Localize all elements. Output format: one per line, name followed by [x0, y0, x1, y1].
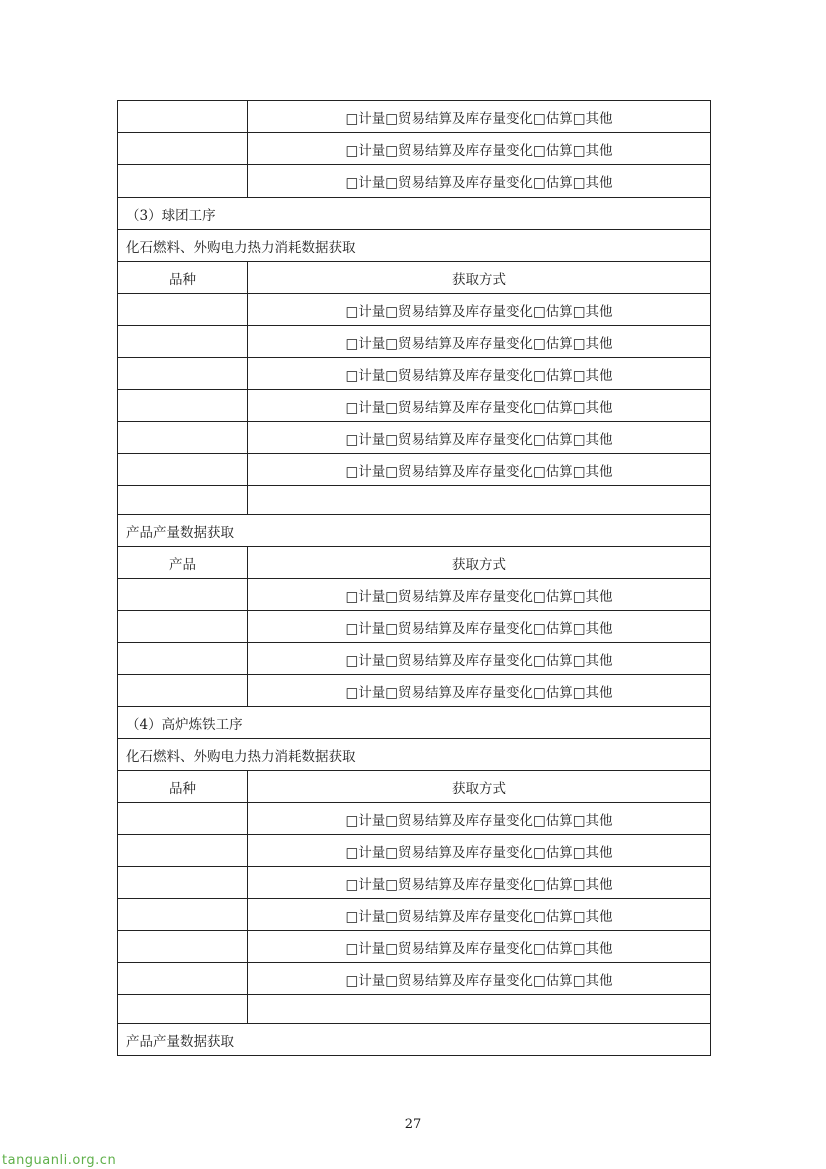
- method-column-header: 获取方式: [248, 771, 711, 803]
- method-options[interactable]: □计量□贸易结算及库存量变化□估算□其他: [248, 454, 711, 486]
- variety-cell[interactable]: [118, 358, 248, 390]
- subheading-row: [118, 1024, 711, 1056]
- variety-cell[interactable]: [118, 454, 248, 486]
- table-row: [118, 101, 711, 133]
- product-cell[interactable]: [118, 579, 248, 611]
- method-options[interactable]: □计量□贸易结算及库存量变化□估算□其他: [248, 643, 711, 675]
- page-number: 27: [404, 1117, 422, 1132]
- variety-cell[interactable]: [118, 390, 248, 422]
- variety-cell[interactable]: [118, 899, 248, 931]
- table-row: [118, 611, 711, 643]
- method-options[interactable]: □计量□贸易结算及库存量变化□估算□其他: [248, 931, 711, 963]
- method-column-header: 获取方式: [248, 262, 711, 294]
- method-options[interactable]: □计量□贸易结算及库存量变化□估算□其他: [248, 579, 711, 611]
- variety-cell[interactable]: [118, 422, 248, 454]
- table-row: [118, 133, 711, 165]
- section-3-title: （3）球团工序: [118, 198, 711, 230]
- product-cell[interactable]: [118, 611, 248, 643]
- table-row-empty: [118, 486, 711, 515]
- table-row: [118, 294, 711, 326]
- product-cell[interactable]: [118, 675, 248, 707]
- table-row: [118, 803, 711, 835]
- variety-cell[interactable]: [118, 101, 248, 133]
- table-row: [118, 643, 711, 675]
- method-options[interactable]: □计量□贸易结算及库存量变化□估算□其他: [248, 326, 711, 358]
- table-row: [118, 165, 711, 198]
- section-4-title: （4）高炉炼铁工序: [118, 707, 711, 739]
- variety-cell[interactable]: [118, 486, 248, 515]
- section-3-product-heading: 产品产量数据获取: [118, 515, 711, 547]
- variety-cell[interactable]: [118, 803, 248, 835]
- method-cell-empty[interactable]: [248, 995, 711, 1024]
- table-row: [118, 675, 711, 707]
- variety-cell[interactable]: [118, 294, 248, 326]
- table-row-empty: [118, 995, 711, 1024]
- method-options[interactable]: □计量□贸易结算及库存量变化□估算□其他: [248, 165, 711, 198]
- column-header-row: [118, 771, 711, 803]
- variety-column-header: 品种: [118, 771, 248, 803]
- method-options[interactable]: □计量□贸易结算及库存量变化□估算□其他: [248, 835, 711, 867]
- method-options[interactable]: □计量□贸易结算及库存量变化□估算□其他: [248, 390, 711, 422]
- table-row: [118, 358, 711, 390]
- table-row: [118, 454, 711, 486]
- data-acquisition-table: [117, 100, 711, 1056]
- method-options[interactable]: □计量□贸易结算及库存量变化□估算□其他: [248, 422, 711, 454]
- method-options[interactable]: □计量□贸易结算及库存量变化□估算□其他: [248, 803, 711, 835]
- method-options[interactable]: □计量□贸易结算及库存量变化□估算□其他: [248, 675, 711, 707]
- section-title-row: [118, 198, 711, 230]
- method-options[interactable]: □计量□贸易结算及库存量变化□估算□其他: [248, 899, 711, 931]
- method-options[interactable]: □计量□贸易结算及库存量变化□估算□其他: [248, 963, 711, 995]
- method-options[interactable]: □计量□贸易结算及库存量变化□估算□其他: [248, 133, 711, 165]
- subheading-row: [118, 230, 711, 262]
- table-row: [118, 867, 711, 899]
- method-options[interactable]: □计量□贸易结算及库存量变化□估算□其他: [248, 294, 711, 326]
- variety-cell[interactable]: [118, 835, 248, 867]
- table-row: [118, 326, 711, 358]
- product-column-header: 产品: [118, 547, 248, 579]
- variety-cell[interactable]: [118, 867, 248, 899]
- table-row: [118, 931, 711, 963]
- subheading-row: [118, 739, 711, 771]
- section-4-product-heading: 产品产量数据获取: [118, 1024, 711, 1056]
- method-options[interactable]: □计量□贸易结算及库存量变化□估算□其他: [248, 101, 711, 133]
- table-row: [118, 899, 711, 931]
- method-column-header: 获取方式: [248, 547, 711, 579]
- section-3-fuel-heading: 化石燃料、外购电力热力消耗数据获取: [118, 230, 711, 262]
- variety-cell[interactable]: [118, 931, 248, 963]
- column-header-row: [118, 547, 711, 579]
- section-title-row: [118, 707, 711, 739]
- product-cell[interactable]: [118, 643, 248, 675]
- table-row: [118, 579, 711, 611]
- variety-cell[interactable]: [118, 963, 248, 995]
- table-row: [118, 422, 711, 454]
- table-row: [118, 835, 711, 867]
- method-cell-empty[interactable]: [248, 486, 711, 515]
- variety-column-header: 品种: [118, 262, 248, 294]
- variety-cell[interactable]: [118, 165, 248, 198]
- variety-cell[interactable]: [118, 995, 248, 1024]
- variety-cell[interactable]: [118, 133, 248, 165]
- method-options[interactable]: □计量□贸易结算及库存量变化□估算□其他: [248, 358, 711, 390]
- watermark: tanguanli.org.cn: [2, 1153, 117, 1168]
- column-header-row: [118, 262, 711, 294]
- subheading-row: [118, 515, 711, 547]
- table-row: [118, 963, 711, 995]
- method-options[interactable]: □计量□贸易结算及库存量变化□估算□其他: [248, 611, 711, 643]
- table-row: [118, 390, 711, 422]
- section-4-fuel-heading: 化石燃料、外购电力热力消耗数据获取: [118, 739, 711, 771]
- variety-cell[interactable]: [118, 326, 248, 358]
- method-options[interactable]: □计量□贸易结算及库存量变化□估算□其他: [248, 867, 711, 899]
